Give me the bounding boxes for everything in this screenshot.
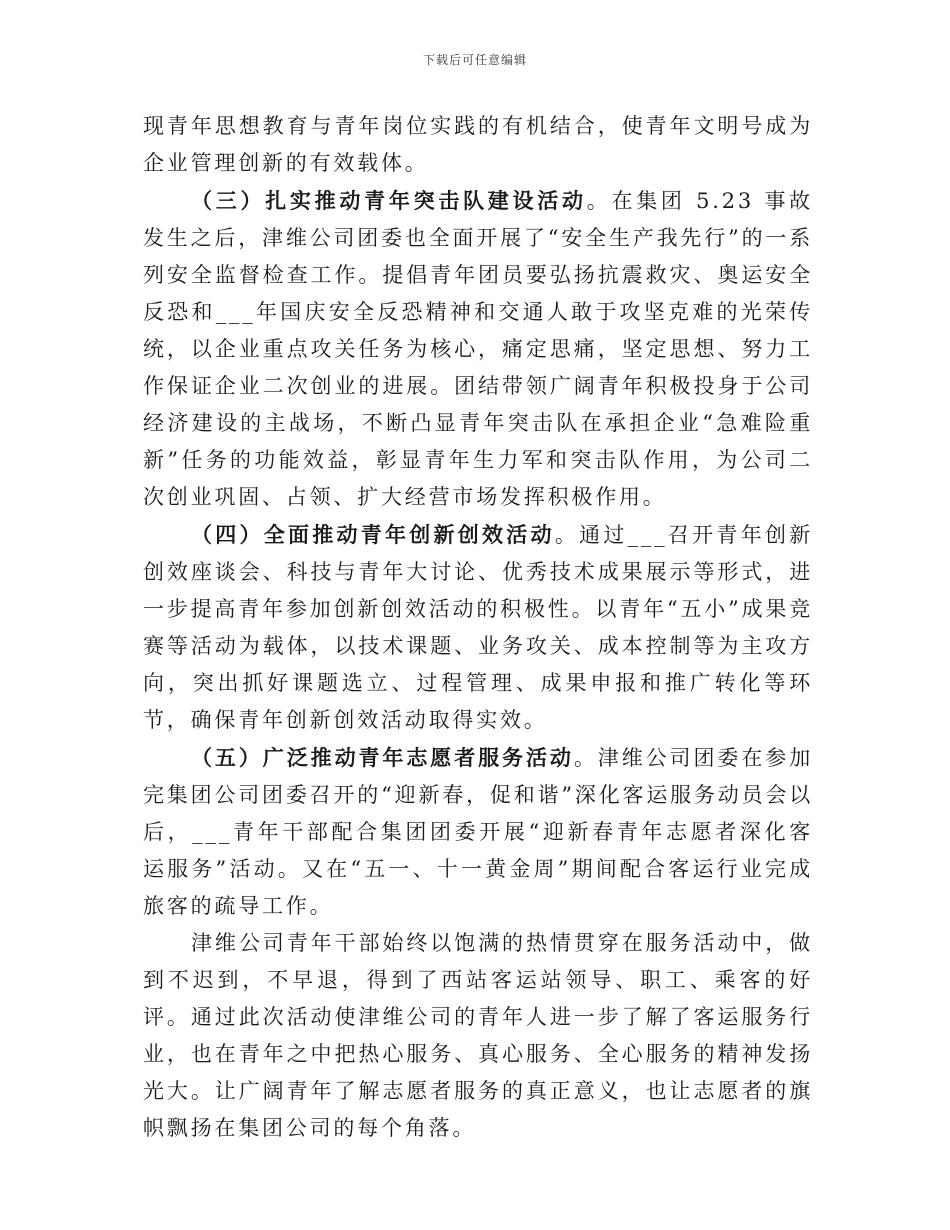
paragraph-text: 。津维公司团委在参加完集团公司团委召开的“迎新春，促和谐”深化客运服务动员会以后，___青年干部配合集团团委开展“迎新春青年志愿者深化客运服务”活动。又在“五一、十一黄金周”期间配合客运行业完成旅客的疏导工作。	[143, 746, 813, 918]
section-heading: （五）广泛推动青年志愿者服务活动	[191, 745, 574, 770]
section-heading: （四）全面推动青年创新创效活动	[191, 522, 555, 547]
paragraph-text: 津维公司青年干部始终以饱满的热情贯穿在服务活动中，做到不迟到，不早退，得到了西站客运站领导、职工、乘客的好评。通过此次活动使津维公司的青年人进一步了解了客运服务行业，也在青年之中把热心服务、真心服务、全心服务的精神发扬光大。让广阔青年了解志愿者服务的真正意义，也让志愿者的旗帜飘扬在集团公司的每个角落。	[143, 931, 813, 1140]
paragraph-summary	[143, 925, 813, 1147]
paragraph-section-4	[143, 516, 813, 739]
document-body	[143, 108, 813, 1147]
paragraph-text: 。通过___召开青年创新创效座谈会、科技与青年大讨论、优秀技术成果展示等形式，进一步提高青年参加创新创效活动的积极性。以青年“五小”成果竞赛等活动为载体，以技术课题、业务攻关、成本控制等为主攻方向，突出抓好课题选立、过程管理、成果申报和推广转化等环节，确保青年创新创效活动取得实效。	[143, 523, 813, 732]
paragraph-continuation	[143, 108, 813, 182]
section-heading: （三）扎实推动青年突击队建设活动	[191, 188, 587, 213]
paragraph-section-3	[143, 182, 813, 516]
paragraph-text: 。在集团 5.23 事故发生之后，津维公司团委也全面开展了“安全生产我先行”的一系列安全监督检查工作。提倡青年团员要弘扬抗震救灾、奥运安全反恐和___年国庆安全反恐精神和交通人敢于攻坚克难的光荣传统，以企业重点攻关任务为核心，痛定思痛，坚定思想、努力工作保证企业二次创业的进展。团结带领广阔青年积极投身于公司经济建设的主战场，不断凸显青年突击队在承担企业“急难险重新”任务的功能效益，彰显青年生力军和突击队作用，为公司二次创业巩固、占领、扩大经营市场发挥积极作用。	[143, 189, 813, 509]
paragraph-section-5	[143, 739, 813, 925]
page-header: 下载后可任意编辑	[422, 53, 527, 67]
paragraph-text: 现青年思想教育与青年岗位实践的有机结合，使青年文明号成为企业管理创新的有效载体。	[143, 114, 813, 175]
